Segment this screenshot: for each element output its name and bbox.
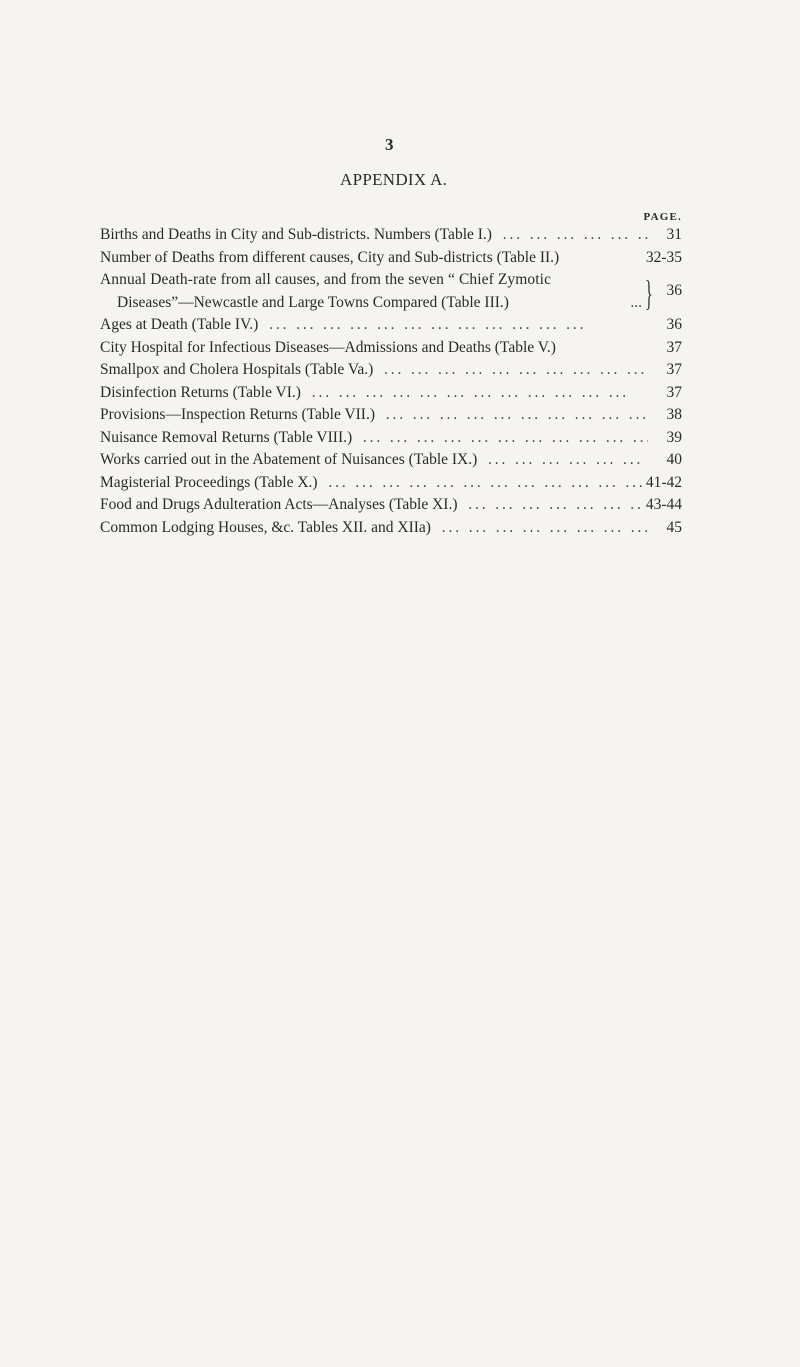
page-number: 3 <box>385 135 394 154</box>
toc-entry-page: 32-35 <box>645 248 682 266</box>
table-of-contents <box>100 226 682 541</box>
toc-entry-title-line-1: Annual Death-rate from all causes, and from the seven “ Chief Zymotic <box>100 271 552 288</box>
toc-entry <box>100 474 682 497</box>
toc-entry <box>100 339 682 362</box>
toc-entry-page: 37 <box>666 383 682 401</box>
toc-entry <box>100 406 682 429</box>
toc-entry-title: Magisterial Proceedings (Table X.) <box>100 473 318 491</box>
toc-entry-title-line-2 <box>100 294 642 317</box>
toc-entry-page: 36 <box>666 316 682 333</box>
appendix-heading: APPENDIX A. <box>340 170 448 189</box>
toc-entry-page: 37 <box>666 361 682 378</box>
toc-entry-title: Provisions—Inspection Returns (Table VII.) <box>100 406 376 423</box>
toc-entry-page: 38 <box>666 406 682 423</box>
toc-entry <box>100 519 682 542</box>
toc-entry-title: Nuisance Removal Returns (Table VIII.) <box>100 428 353 446</box>
brace-glyph: } <box>645 273 653 313</box>
toc-entry <box>100 496 682 519</box>
dot-leader <box>305 384 648 402</box>
toc-entry <box>100 226 682 249</box>
toc-entry-title: Number of Deaths from different causes, City and Sub-districts (Table II.) <box>100 248 560 266</box>
toc-entry <box>100 384 682 407</box>
toc-entry-page: 36 <box>666 282 682 299</box>
toc-entry-title: Ages at Death (Table IV.) <box>100 316 259 333</box>
toc-entry-page: 37 <box>666 338 682 356</box>
dot-leader <box>322 474 642 492</box>
toc-entry-page: 41-42 <box>645 473 682 491</box>
toc-entry-page: 39 <box>666 428 682 446</box>
toc-entry-title: Disinfection Returns (Table VI.) <box>100 383 301 401</box>
toc-entry-title: Works carried out in the Abatement of Nuisances (Table IX.) <box>100 451 478 468</box>
dot-leader <box>435 519 648 537</box>
toc-entry-title: Births and Deaths in City and Sub-districts. Numbers (Table I.) <box>100 226 492 243</box>
toc-entry <box>100 451 682 474</box>
dot-leader <box>377 361 648 379</box>
toc-entry <box>100 249 682 272</box>
dot-leader <box>262 316 648 334</box>
dot-leader: ... <box>630 293 642 311</box>
toc-entry-title: Food and Drugs Adulteration Acts—Analyses (Table XI.) <box>100 496 458 513</box>
toc-entry-title: Common Lodging Houses, &c. Tables XII. and XIIa) <box>100 518 431 536</box>
toc-entry <box>100 271 682 316</box>
page-column-label: PAGE. <box>643 211 682 223</box>
toc-entry-page: 45 <box>666 518 682 536</box>
toc-entry-title-line-2-text: Diseases”—Newcastle and Large Towns Compared (Table III.) <box>117 293 509 311</box>
dot-leader <box>496 226 648 244</box>
dot-leader <box>481 451 648 469</box>
toc-entry-page: 40 <box>666 451 682 468</box>
dot-leader <box>462 496 642 514</box>
dot-leader <box>356 429 648 447</box>
toc-entry-page: 43-44 <box>645 496 682 513</box>
toc-entry <box>100 361 682 384</box>
toc-entry-title: Smallpox and Cholera Hospitals (Table Va.) <box>100 361 374 378</box>
toc-entry <box>100 429 682 452</box>
dot-leader <box>379 406 648 424</box>
toc-entry <box>100 316 682 339</box>
toc-entry-title: City Hospital for Infectious Diseases—Admissions and Deaths (Table V.) <box>100 338 556 356</box>
toc-entry-page: 31 <box>666 226 682 243</box>
